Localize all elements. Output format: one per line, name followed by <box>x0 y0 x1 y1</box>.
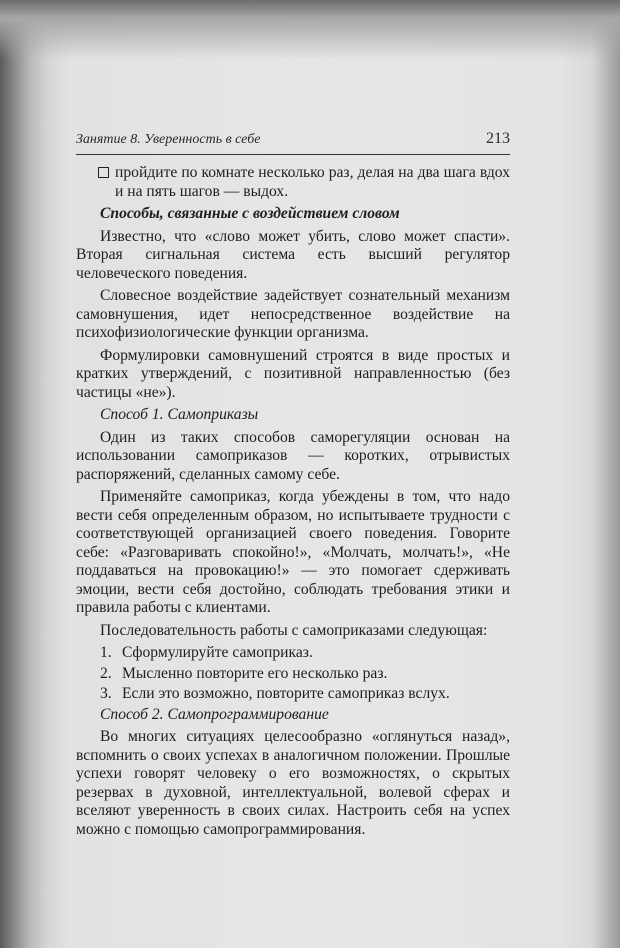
list-text: Сформулируйте самоприказ. <box>122 644 313 661</box>
page-header <box>76 130 510 155</box>
list-item <box>76 685 510 704</box>
section-heading: Способы, связанные с воздействием словом <box>100 205 400 222</box>
paragraph: Один из таких способов саморегуляции основан на использовании самоприказов — коротких, отрывистых распоряжений, сделанных самому себе. <box>76 428 510 483</box>
list-text: Мысленно повторите его несколько раз. <box>122 664 388 682</box>
page-number: 213 <box>486 130 510 147</box>
paragraph: Словесное воздействие задействует сознательный механизм самовнушения, идет непосредственное воздействие на психофизиологические функции организма. <box>76 287 510 341</box>
paragraph: Последовательность работы с самоприказами следующая: <box>100 621 488 639</box>
method-heading: Способ 1. Самоприказы <box>100 406 259 423</box>
list-number: 2. <box>100 664 112 682</box>
running-head: Занятие 8. Уверенность в себе <box>76 132 261 147</box>
paragraph: Формулировки самовнушений строятся в виде простых и кратких утверждений, с позитивной направленностью (без частицы «не»). <box>76 346 510 401</box>
bullet-item <box>76 164 510 201</box>
paragraph: Известно, что «слово может убить, слово может спасти». Вторая сигнальная система есть высший регулятор человеческого поведения. <box>76 227 510 282</box>
list-item <box>76 665 510 684</box>
page-body <box>76 164 510 843</box>
list-item <box>76 644 510 663</box>
list-number: 3. <box>100 685 112 702</box>
paragraph: Во многих ситуациях целесообразно «оглянуться назад», вспомнить о своих успехах в аналогичном положении. Прошлые успехи говорят человеку о его возможностях, о скрытых резервах в духовной, интеллектуальной, волевой сферах и вселяют уверенность в своих силах. Настроить себя на успех можно с помощью самопрограммирования. <box>76 728 510 838</box>
list-number: 1. <box>100 644 112 661</box>
list-text: Если это возможно, повторите самоприказ вслух. <box>122 685 450 702</box>
checkbox-bullet-icon <box>98 167 109 178</box>
paragraph: Применяйте самоприказ, когда убеждены в том, что надо вести себя определенным образом, но испытываете трудности с соответствующей организацией своего поведения. Говорите себе: «Разговаривать спокойно!», «Молчать, молчать!», «Не поддаваться на провокацию!» — это помогает сдерживать эмоции, вести себя достойно, соблюдать требования этики и правила работы с клиентами. <box>76 488 510 616</box>
method-heading: Способ 2. Самопрограммирование <box>100 705 329 723</box>
bullet-text: пройдите по комнате несколько раз, делая на два шага вдох и на пять шагов — выдох. <box>115 164 510 200</box>
page-edge-shadow <box>0 0 620 60</box>
